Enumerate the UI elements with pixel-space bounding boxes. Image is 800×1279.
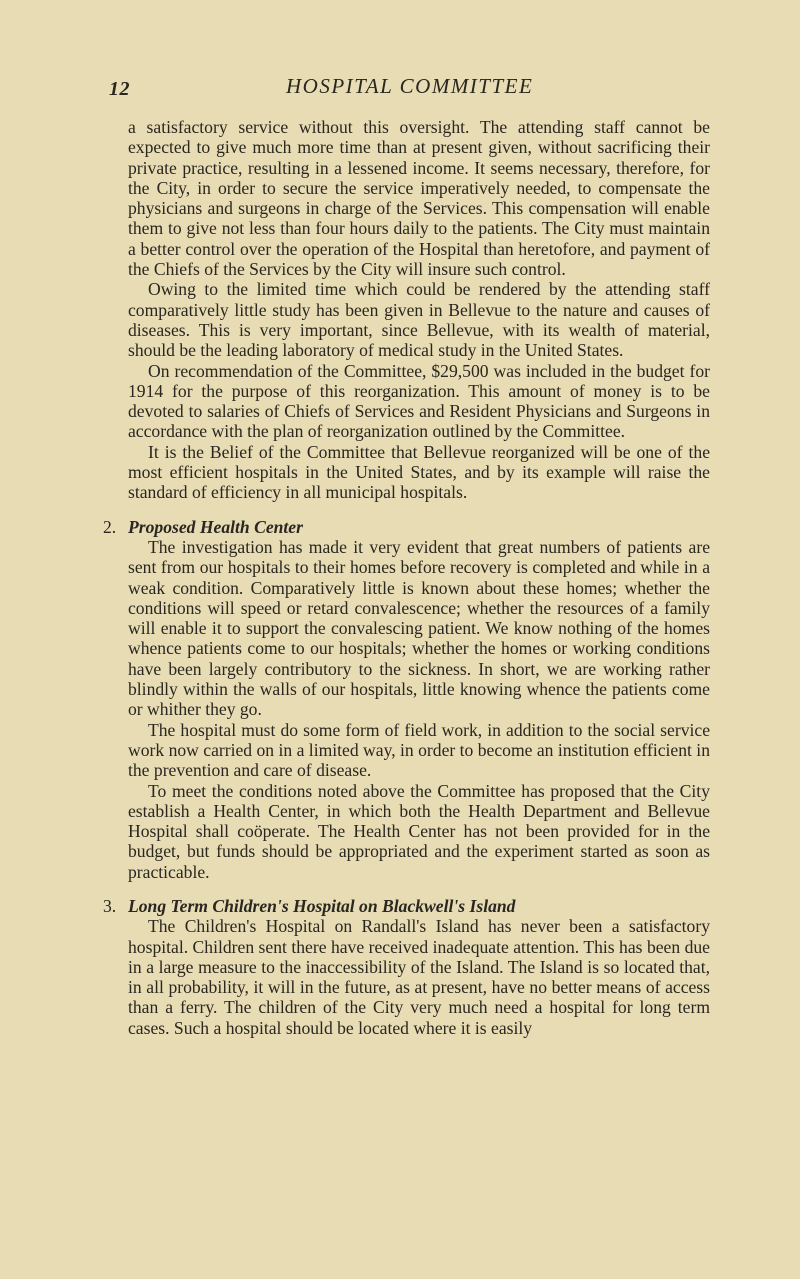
running-head: HOSPITAL COMMITTEE xyxy=(286,74,534,98)
paragraph: On recommendation of the Committee, $29,500 was included in the budget for 1914 for the purpose of this reorganization. This amount of money is to be devoted to salaries of Chiefs of Services and Resident Physicians and Surgeons in accordance with the plan of reorganization outlined by the Committee. xyxy=(128,360,710,442)
page-header xyxy=(0,74,800,104)
section-proposed-health-center xyxy=(103,516,710,882)
paragraph: To meet the conditions noted above the Committee has proposed that the City establish a Health Center, in which both the Health Department and Bellevue Hospital shall coöperate. The Health Center has not been provided for in the budget, but funds should be appropriated and the experiment started as soon as practicable. xyxy=(128,780,710,882)
paragraph: Owing to the limited time which could be rendered by the attending staff comparatively little study has been given in Bellevue to the nature and causes of diseases. This is very important, since Bellevue, with its wealth of material, should be the leading laboratory of medical study in the United States. xyxy=(128,279,710,361)
page-body xyxy=(103,117,710,1038)
paragraph: The hospital must do some form of field work, in addition to the social service work now carried on in a limited way, in order to become an institution efficient in the prevention and care of disease. xyxy=(128,719,710,781)
paragraph: It is the Belief of the Committee that Bellevue reorganized will be one of the most efficient hospitals in the United States, and by its example will raise the standard of efficiency in all municipal hospitals. xyxy=(128,441,710,503)
section-title: Long Term Children's Hospital on Blackwell's Island xyxy=(128,895,516,916)
paragraph: The investigation has made it very evident that great numbers of patients are sent from our hospitals to their homes before recovery is completed and while in a weak condition. Comparatively little is known about these homes; whether the conditions will speed or retard convalescence; whether the resources of a family will enable it to support the convalescing patient. We know nothing of the homes whence patients come to our hospitals; whether the homes or working conditions have been largely contributory to the sickness. In short, we are working rather blindly within the walls of our hospitals, little knowing whence the patients come or whither they go. xyxy=(128,536,710,720)
paragraph: The Children's Hospital on Randall's Island has never been a satisfactory hospital. Children sent there have received inadequate attention. This has been due in a large measure to the inaccessibility of the Island. The Island is so located that, in all probability, it will in the future, as at present, have no better means of access than a ferry. The children of the City very much need a hospital for long term cases. Such a hospital should be located where it is easily xyxy=(128,916,710,1038)
paragraph: a satisfactory service without this oversight. The attending staff cannot be expected to give much more time than at present given, without sacrificing their private practice, resulting in a lessened income. It seems necessary, therefore, for the City, in order to secure the service imperatively needed, to compensate the physicians and surgeons in charge of the Services. This compensation will enable them to give not less than four hours daily to the patients. The City must maintain a better control over the operation of the Hospital than heretofore, and payment of the Chiefs of the Services by the City will insure such control. xyxy=(128,117,710,280)
page-number: 12 xyxy=(109,78,130,100)
section-long-term-childrens-hospital xyxy=(103,895,710,1038)
section-number: 3. xyxy=(103,895,117,916)
section-title: Proposed Health Center xyxy=(128,516,303,537)
section-number: 2. xyxy=(103,516,117,537)
